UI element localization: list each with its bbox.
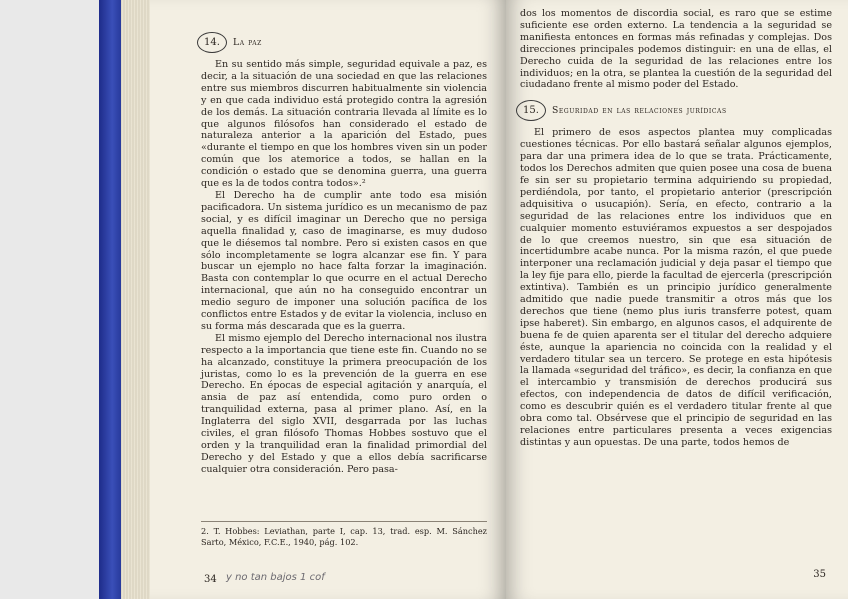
page-number: 35 [813, 569, 826, 580]
paragraph: En su sentido más simple, seguridad equivale a paz, es decir, a la situación de una sociedad en que las relaciones entre sus miembros discurren habitualmente sin violencia y en que cada individuo está protegido contra la agresión de los demás. La situación contraria llevada al límite es lo que algunos filósofos han considerado el estado de naturaleza anterior a la aparición del Estado, pues «durante el tiempo en que los hombres viven sin un poder común que los atemorice a todos, se hallan en la condición o estado que se denomina guerra, una guerra que es la de todos contra todos».² [201, 59, 487, 190]
right-page-text-column [520, 8, 832, 449]
right-page [506, 0, 848, 599]
section-title: Seguridad en las relaciones jurídicas [552, 104, 727, 116]
paragraph: El primero de esos aspectos plantea muy complicadas cuestiones técnicas. Por ello bastará señalar algunos ejemplos, para dar una primera idea de lo que se trata. Prácticamente, todos los Derechos admiten que quien posee una cosa de buena fe sin ser su propietario termina adquiriendo su propiedad, perdiéndola, por tanto, el propietario anterior (prescripción adquisitiva o usucapión). Sería, en efecto, contrario a la seguridad de las relaciones entre los individuos que en cualquier momento estuviéramos expuestos a ser despojados de lo que creemos nuestro, sin que esa situación de incertidumbre acabe nunca. Por la misma razón, el que puede interponer una reclamación judicial y deja pasar el tiempo que la ley fije para ello, pierde la facultad de ejercerla (prescripción extintiva). También es un principio jurídico generalmente admitido que nadie puede transmitir a otros más que los derechos que tiene (nemo plus iuris transferre potest, quam ipse haberet). Sin embargo, en algunos casos, el adquirente de buena fe de quien aparenta ser el titular del derecho adquiere éste, aunque la apariencia no coincida con la realidad y el verdadero titular sea un tercero. Se protege en esta hipótesis la llamada «seguridad del tráfico», es decir, la confianza en que el intercambio y transmisión de derechos producirá sus efectos, con independencia de datos de difícil verificación, como es descubrir quién es el verdadero titular frente al que obra como tal. Obsérvese que el principio de seguridad en las relaciones entre particulares presenta a veces exigencias distintas y aun opuestas. De una parte, todos hemos de [520, 127, 832, 448]
section-heading-15 [516, 100, 832, 121]
book-cover-edge [99, 0, 121, 599]
page-number: 34 [204, 574, 217, 585]
footnote: 2. T. Hobbes: Leviathan, parte I, cap. 13, trad. esp. M. Sánchez Sarto, México, F.C.E., 1940, pág. 102. [201, 521, 487, 548]
section-heading-14 [197, 32, 487, 53]
section-number-circle: 15. [516, 100, 546, 121]
paragraph: El Derecho ha de cumplir ante todo esa misión pacificadora. Un sistema jurídico es un mecanismo de paz social, y es difícil imaginar un Derecho que no persiga aquella finalidad y, caso de imaginarse, es muy dudoso que le diésemos tal nombre. Pero si existen casos en que sólo incompletamente se logra alcanzar ese fin. Y para buscar un ejemplo no hace falta forzar la imaginación. Basta con contemplar lo que ocurre en el actual Derecho internacional, que aún no ha conseguido encontrar un medio seguro de imponer una solución pacífica de los conflictos entre Estados y de evitar la violencia, incluso en su forma más descarada que es la guerra. [201, 189, 487, 332]
paragraph: dos los momentos de discordia social, es raro que se estime suficiente ese orden externo. La tendencia a la seguridad se manifiesta entonces en formas más refinadas y complejas. Dos direcciones principales podemos distinguir: en una de ellas, el Derecho cuida de la seguridad de las relaciones entre los individuos; en la otra, se plantea la cuestión de la seguridad del ciudadano frente al mismo poder del Estado. [520, 8, 832, 91]
paragraph: El mismo ejemplo del Derecho internacional nos ilustra respecto a la importancia que tiene este fin. Cuando no se ha alcanzado, constituye la primera preocupación de los juristas, como lo es la prevención de la guerra en ese Derecho. En épocas de especial agitación y anarquía, el ansia de paz así entendida, como puro orden o tranquilidad externa, pasa al primer plano. Así, en la Inglaterra del siglo XVII, desgarrada por las luchas civiles, el gran filósofo Thomas Hobbes sostuvo que el orden y la tranquilidad eran la finalidad primordial del Derecho y del Estado y que a ellos debía sacrificarse cualquier otra consideración. Pero pasa- [201, 332, 487, 475]
handwritten-note: y no tan bajos 1 cof [226, 572, 325, 583]
page-stack-edge [121, 0, 153, 599]
section-title: La paz [233, 36, 262, 48]
left-page-text-column [201, 32, 487, 476]
left-page [150, 0, 506, 599]
section-number-circle: 14. [197, 32, 227, 53]
